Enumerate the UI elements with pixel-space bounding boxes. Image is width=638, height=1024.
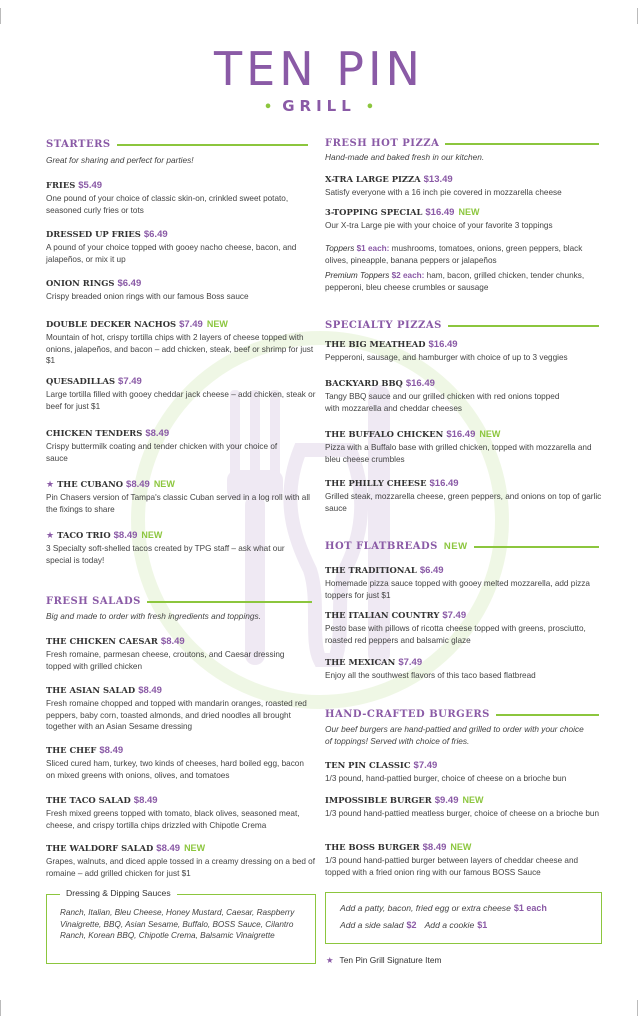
menu-item: DOUBLE DECKER NACHOS $7.49 NEW Mountain of hot, crispy tortilla chips with 2 layers of cheese topped with onions, jalapeños, and bacon – add chicken, steak, beef or shrimp for just $1 — [46, 319, 314, 365]
subtitle-dot-left: • — [263, 100, 273, 115]
menu-item: IMPOSSIBLE BURGER $9.49 NEW 1/3 pound hand-pattied meatless burger, choice of cheese on a brioche bun — [325, 795, 600, 818]
menu-item: THE BOSS BURGER $8.49 NEW 1/3 pound hand-pattied burger between layers of cheddar cheese and topped with a fried onion ring with our famous BOSS Sauce — [325, 842, 579, 877]
signature-star-icon: ★ — [46, 480, 55, 490]
menu-item: X-TRA LARGE PIZZA $13.49 Satisfy everyone with a 16 inch pie covered in mozzarella cheese — [325, 174, 562, 197]
starters-intro: Great for sharing and perfect for parties! — [46, 155, 194, 165]
menu-item: DRESSED UP FRIES $6.49 A pound of your choice topped with gooey nacho cheese, bacon, and jalapeños, or mix it up — [46, 229, 297, 264]
menu-item: THE CHEF $8.49 Sliced cured ham, turkey, two kinds of cheeses, hard boiled egg, bacon on mixed greens with onions, olives, and tomatoes — [46, 745, 304, 780]
sauces-title: Dressing & Dipping Sauces — [60, 888, 177, 898]
menu-item: ONION RINGS $6.49 Crispy breaded onion rings with our famous Boss sauce — [46, 278, 249, 301]
pizza-heading: FRESH HOT PIZZA — [325, 138, 599, 149]
menu-item: THE WALDORF SALAD $8.49 NEW Grapes, walnuts, and diced apple tossed in a creamy dressing on a bed of romaine – add grilled chicken for just $1 — [46, 843, 315, 878]
menu-item: THE TRADITIONAL $6.49 Homemade pizza sauce topped with gooey melted mozzarella, add pizza toppers for just $1 — [325, 565, 590, 600]
signature-legend: ★ Ten Pin Grill Signature Item — [326, 955, 442, 965]
menu-item: 3-TOPPING SPECIAL $16.49 NEW Our X-tra Large pie with your choice of your favorite 3 toppings — [325, 207, 553, 230]
restaurant-subtitle — [0, 97, 638, 115]
menu-item: THE MEXICAN $7.49 Enjoy all the southwest flavors of this taco based flatbread — [325, 657, 536, 680]
pizza-intro: Hand-made and baked fresh in our kitchen. — [325, 152, 485, 162]
sauces-list: Ranch, Italian, Bleu Cheese, Honey Mustard, Caesar, Raspberry Vinaigrette, BBQ, Asian Sesame, Buffalo, BOSS Sauce, Cilantro Ranch, Korean BBQ, Chipotle Crema, Balsamic Vinaigrette — [60, 908, 295, 940]
menu-item: THE BUFFALO CHICKEN $16.49 NEW Pizza with a Buffalo base with grilled chicken, topped with mozzarella and bleu cheese crumbles — [325, 429, 592, 464]
addon-line-2: Add a side salad $2 Add a cookie $1 — [340, 920, 488, 930]
menu-item: THE BIG MEATHEAD $16.49 Pepperoni, sausage, and hamburger with choice of up to 3 veggies — [325, 339, 568, 362]
specialty-heading: SPECIALTY PIZZAS — [325, 320, 599, 331]
menu-item: THE ITALIAN COUNTRY $7.49 Pesto base with pillows of ricotta cheese topped with greens, prosciutto, roasted red peppers and balsamic glaze — [325, 610, 586, 645]
menu-item: THE PHILLY CHEESE $16.49 Grilled steak, mozzarella cheese, green peppers, and onions on top of garlic sauce — [325, 478, 602, 513]
menu-item: CHICKEN TENDERS $8.49 Crispy buttermilk coating and tender chicken with your choice of sauce — [46, 428, 278, 463]
menu-item: THE TACO SALAD $8.49 Fresh mixed greens topped with tomato, black olives, seasoned meat, cheese, and crispy tortilla chips drizzled with Chipotle Crema — [46, 795, 300, 830]
starters-heading: STARTERS — [46, 139, 308, 150]
subtitle-dot-right: • — [365, 100, 375, 115]
addons-box — [325, 892, 602, 944]
salads-intro: Big and made to order with fresh ingredients and toppings. — [46, 611, 261, 621]
subtitle-text: GRILL — [282, 97, 356, 115]
menu-item: QUESADILLAS $7.49 Large tortilla filled with gooey cheddar jack cheese – add chicken, steak or beef for just $1 — [46, 376, 316, 411]
restaurant-title: TEN PIN — [214, 42, 424, 96]
menu-item: ★ THE CUBANO $8.49 NEW Pin Chasers version of Tampa's classic Cuban served in a log roll with all the fixings to share — [46, 479, 310, 514]
signature-star-icon: ★ — [326, 955, 334, 965]
menu-item: THE ASIAN SALAD $8.49 Fresh romaine chopped and topped with mandarin oranges, roasted red peppers, baby corn, toasted almonds, and dried noodles all brought together with an Asian Sesame dressing — [46, 685, 307, 731]
premium-toppers-info: Premium Toppers $2 each: ham, bacon, grilled chicken, tender chunks, pepperoni, bleu cheese crumbles or sausage — [325, 271, 585, 292]
menu-item: TEN PIN CLASSIC $7.49 1/3 pound, hand-pattied burger, choice of cheese on a brioche bun — [325, 760, 567, 783]
signature-star-icon: ★ — [46, 531, 55, 541]
burgers-heading: HAND-CRAFTED BURGERS — [325, 709, 599, 720]
salads-heading: FRESH SALADS — [46, 596, 312, 607]
crop-mark — [0, 1000, 1, 1016]
toppers-info: Toppers $1 each: mushrooms, tomatoes, onions, green peppers, black olives, pineapple, banana peppers or jalapeños — [325, 244, 583, 265]
flatbreads-heading: HOT FLATBREADS NEW — [325, 541, 599, 552]
burgers-intro: Our beef burgers are hand-pattied and grilled to order with your choice of toppings! Served with choice of fries. — [325, 724, 584, 746]
menu-item: FRIES $5.49 One pound of your choice of classic skin-on, crinkled sweet potato, seasoned curly fries or tots — [46, 180, 289, 215]
menu-item: BACKYARD BBQ $16.49 Tangy BBQ sauce and our grilled chicken with red onions topped with mozzarella and cheddar cheeses — [325, 378, 560, 413]
menu-item: ★ TACO TRIO $8.49 NEW 3 Specialty soft-shelled tacos created by TPG staff – ask what our special is today! — [46, 530, 285, 565]
crop-mark — [0, 8, 1, 24]
addon-line-1: Add a patty, bacon, fried egg or extra cheese $1 each — [340, 903, 547, 913]
menu-item: THE CHICKEN CAESAR $8.49 Fresh romaine, parmesan cheese, croutons, and Caesar dressing topped with grilled chicken — [46, 636, 285, 671]
